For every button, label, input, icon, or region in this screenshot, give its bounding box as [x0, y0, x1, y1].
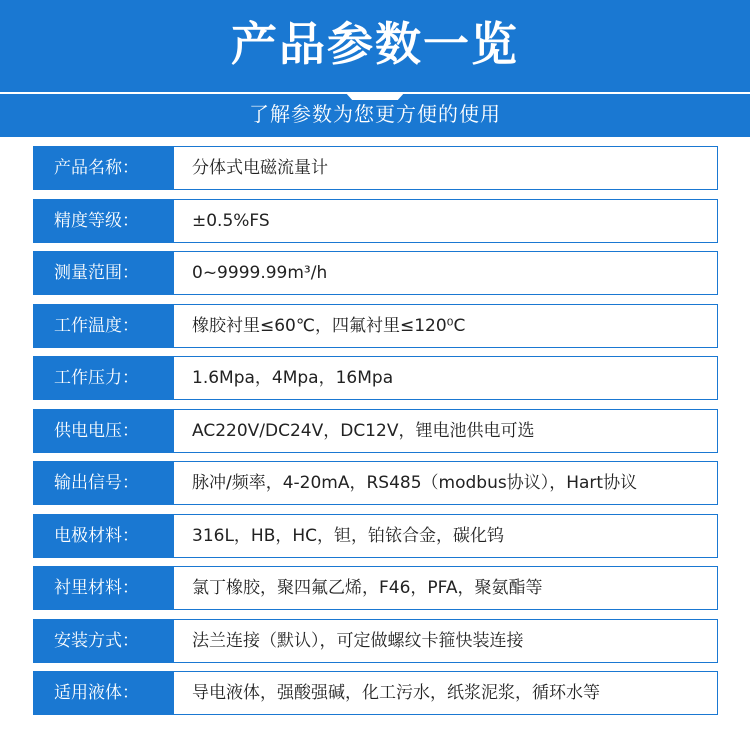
param-row-electrode-material — [33, 514, 718, 558]
param-row-pressure — [33, 356, 718, 400]
param-label: 供电电压： — [34, 410, 174, 452]
param-value: 橡胶衬里≤60℃，四氟衬里≤120⁰C — [192, 315, 466, 336]
param-label: 工作压力： — [34, 357, 174, 399]
param-label: 安装方式： — [34, 620, 174, 662]
param-value: 法兰连接（默认），可定做螺纹卡箍快装连接 — [192, 630, 524, 651]
param-row-range — [33, 251, 718, 295]
header-banner — [0, 0, 750, 137]
page-title: 产品参数一览 — [231, 17, 519, 71]
param-value: 316L，HB，HC，钽，铂铱合金，碳化钨 — [192, 525, 505, 546]
param-value: 导电液体，强酸强碱，化工污水，纸浆泥浆，循环水等 — [192, 683, 600, 703]
divider-notch — [345, 92, 405, 100]
param-label: 测量范围： — [34, 252, 174, 294]
param-label: 产品名称： — [34, 147, 174, 189]
page-subtitle: 了解参数为您更方便的使用 — [249, 102, 501, 126]
param-label: 输出信号： — [34, 462, 174, 504]
param-row-installation — [33, 619, 718, 663]
param-table — [33, 146, 718, 724]
param-row-accuracy — [33, 199, 718, 243]
param-value: 1.6Mpa，4Mpa，16Mpa — [192, 368, 394, 388]
param-label: 电极材料： — [34, 515, 174, 557]
param-row-output-signal — [33, 461, 718, 505]
param-label: 工作温度： — [34, 305, 174, 347]
param-label: 衬里材料： — [34, 567, 174, 609]
param-label: 精度等级： — [34, 200, 174, 242]
param-row-product-name — [33, 146, 718, 190]
param-row-applicable-liquid — [33, 671, 718, 715]
subtitle-bar — [0, 92, 750, 137]
param-value: AC220V/DC24V，DC12V，锂电池供电可选 — [192, 420, 535, 441]
param-value: 氯丁橡胶，聚四氟乙烯，F46，PFA，聚氨酯等 — [192, 578, 543, 598]
param-value: 分体式电磁流量计 — [192, 158, 328, 178]
param-row-power-supply — [33, 409, 718, 453]
param-value: 0~9999.99m³/h — [192, 263, 328, 283]
param-value: 脉冲/频率，4-20mA，RS485（modbus协议），Hart协议 — [192, 473, 638, 493]
param-row-temperature — [33, 304, 718, 348]
param-value: ±0.5%FS — [192, 210, 270, 231]
param-label: 适用液体： — [34, 672, 174, 714]
param-row-lining-material — [33, 566, 718, 610]
